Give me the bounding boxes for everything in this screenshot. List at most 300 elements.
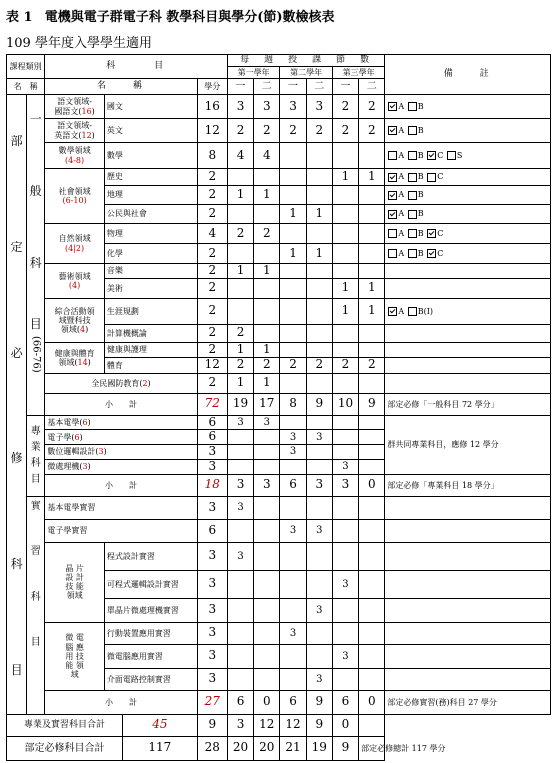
cell: 2 [227,357,253,373]
subject-name: 生涯規劃 [104,298,197,324]
cell: 1 [332,278,358,298]
remark-checkboxes: A B [385,119,551,143]
cell [359,244,385,264]
table-title: 電機與電子群電子科 教學科目與學分(節)數檢核表 [44,10,335,25]
applicable-year: 109 學年度入學學生適用 [6,36,152,51]
cell [227,622,253,644]
domain-chip-design: 晶 片 設 計 技 能 領域 [45,542,105,622]
domain-english: 語文領域- 英語文(12) [45,119,105,143]
subject-credits: 6 [197,430,227,445]
cell [254,496,280,519]
subject-credits: 12 [197,357,227,373]
cell [306,415,332,430]
cell: 3 [254,474,280,496]
professional-remark: 群共同專業科目，應修 12 學分 [385,415,551,474]
cell [254,278,280,298]
remark-empty [385,668,551,690]
cell: 9 [306,393,332,415]
cell [306,224,332,244]
domain-integrated: 綜合活動領 域暨科技 領域(4) [45,298,105,342]
checked-box-icon [427,229,436,238]
cell [359,445,385,460]
cell: 3 [332,570,358,598]
checkbox-icon [408,229,417,238]
header-sem: 一 [332,79,358,95]
subject-credits: 3 [197,644,227,668]
remark-checkboxes: A B [385,186,551,205]
total-credits: 117 [123,736,198,760]
checked-box-icon [388,173,397,182]
document-title [6,6,335,25]
cell [280,342,306,357]
cell [227,278,253,298]
subject-name: 微處理機(3) [45,459,197,474]
remark-checkboxes: A B C [385,244,551,264]
cell: 9 [306,714,332,736]
cell [254,644,280,668]
cell: 4 [227,143,253,169]
cell: 2 [332,95,358,119]
cell: 2 [306,357,332,373]
subject-credits: 2 [197,373,227,393]
cell [227,169,253,186]
cell [332,668,358,690]
remark-empty [385,357,551,373]
remark-empty [385,342,551,357]
subtotal-row [7,474,551,496]
cell [280,644,306,668]
cell: 3 [227,714,253,736]
checkbox-icon [408,249,417,258]
table-row [7,143,551,169]
subtotal-credits: 72 [197,393,227,415]
cell: 1 [332,298,358,324]
subject-name: 地理 [104,186,197,205]
subject-name: 公民與社會 [104,205,197,224]
subject-credits: 2 [197,298,227,324]
header-remark: 備 註 [385,55,551,95]
cell [359,324,385,342]
cell: 10 [332,393,358,415]
cell [280,668,306,690]
subject-credits: 3 [197,570,227,598]
cell [332,496,358,519]
checkbox-icon [408,102,417,111]
subtotal-credits: 18 [197,474,227,496]
remark-checkboxes: A B C S [385,143,551,169]
subtotal-label: 小 計 [45,474,197,496]
cell: 1 [227,186,253,205]
remark-empty [385,496,551,519]
table-row [7,264,551,279]
cell: 4 [254,143,280,169]
side-label-required: 部 定 必 修 科 目 [7,95,27,715]
checkbox-icon [388,229,397,238]
cell: 19 [306,736,332,760]
cell [359,224,385,244]
cell: 3 [332,459,358,474]
cell: 9 [306,690,332,714]
cell: 1 [306,205,332,224]
table-row [7,119,551,143]
cell: 3 [306,598,332,622]
checkbox-icon [408,173,417,182]
subject-name: 體育 [104,357,197,373]
remark-empty [385,570,551,598]
checked-box-icon [388,191,397,200]
cell [254,668,280,690]
cell: 3 [227,415,253,430]
header-sem: 二 [306,79,332,95]
cell: 2 [306,119,332,143]
table-row [7,415,551,430]
cell [306,496,332,519]
cell: 1 [254,373,280,393]
subject-name: 基本電學(6) [45,415,197,430]
header-name: 名 稱 [7,79,45,95]
header-weekly: 每 週 授 課 節 數 [227,55,384,67]
cell [359,264,385,279]
cell: 28 [197,736,227,760]
cell [306,373,332,393]
cell [306,264,332,279]
remark-checkboxes: A B(I) [385,298,551,324]
cell [254,169,280,186]
cell [332,205,358,224]
subject-credits: 12 [197,119,227,143]
cell: 1 [227,342,253,357]
cell [280,264,306,279]
header-year1: 第一學年 [227,67,279,79]
header-year2: 第二學年 [280,67,332,79]
cell: 3 [280,445,306,460]
cell [280,169,306,186]
subject-name: 微電腦應用實習 [104,644,197,668]
cell [306,186,332,205]
cell [359,542,385,570]
cell [280,143,306,169]
side-label-professional: 專 業 科 目 [27,415,45,496]
cell [306,542,332,570]
table-row [7,519,551,542]
cell [359,430,385,445]
checked-box-icon [427,249,436,258]
subject-name: 電子學(6) [45,430,197,445]
subject-name: 數位邏輯設計(3) [45,445,197,460]
cell [332,324,358,342]
subject-credits: 3 [197,496,227,519]
cell [359,644,385,668]
domain-art: 藝術領域 (4) [45,264,105,299]
header-sem: 二 [254,79,280,95]
table-row [7,542,551,570]
cell [359,519,385,542]
subject-name: 美術 [104,278,197,298]
cell [332,430,358,445]
remark-empty [359,714,385,736]
cell [227,430,253,445]
cell: 20 [254,736,280,760]
cell [359,373,385,393]
cell [280,324,306,342]
domain-health: 健康與體育 領域(14) [45,342,105,373]
cell: 2 [332,357,358,373]
subject-name: 單晶片微處理機實習 [104,598,197,622]
cell: 3 [227,95,253,119]
checkbox-icon [408,151,417,160]
table-row [7,224,551,244]
cell: 3 [254,95,280,119]
side-label-practice: 實 習 科 目 [27,496,45,714]
table-row [7,496,551,519]
cell: 2 [359,357,385,373]
total-label: 專業及實習科目合計 [7,714,123,736]
table-row [7,298,551,324]
cell [332,519,358,542]
cell [280,224,306,244]
cell: 3 [227,542,253,570]
cell: 1 [332,169,358,186]
cell [332,445,358,460]
cell: 6 [280,474,306,496]
header-subject: 科 目 [45,55,228,79]
cell: 3 [254,415,280,430]
subject-credits: 2 [197,169,227,186]
checkbox-icon [408,210,417,219]
cell: 12 [254,714,280,736]
subject-name: 國文 [104,95,197,119]
subtotal-label: 小 計 [45,690,197,714]
cell [254,445,280,460]
cell: 3 [306,430,332,445]
subject-credits: 2 [197,264,227,279]
cell: 3 [227,474,253,496]
cell: 20 [227,736,253,760]
cell: 1 [359,169,385,186]
cell [332,373,358,393]
cell [332,415,358,430]
subtotal-row [7,393,551,415]
cell [306,622,332,644]
cell: 0 [359,690,385,714]
cell [227,244,253,264]
header-subname: 名 稱 [45,79,197,95]
remark-empty [385,373,551,393]
cell [280,373,306,393]
cell [359,205,385,224]
checked-box-icon [388,210,397,219]
cell: 6 [280,690,306,714]
checkbox-icon [408,191,417,200]
cell: 0 [254,690,280,714]
cell [306,644,332,668]
subject-name: 健康與護理 [104,342,197,357]
cell [254,459,280,474]
cell: 1 [359,298,385,324]
cell: 2 [254,119,280,143]
remark-checkboxes: A B [385,205,551,224]
cell [359,570,385,598]
domain-nature: 自然領域 (4|2) [45,224,105,264]
cell [359,496,385,519]
cell: 2 [280,357,306,373]
checkbox-icon [408,307,417,316]
remark-checkboxes: A B C [385,169,551,186]
cell: 6 [227,690,253,714]
subtotal-remark: 部定必修「一般科目 72 學分」 [385,393,551,415]
subject-name: 化學 [104,244,197,264]
cell [359,415,385,430]
subtotal-remark: 部定必修實習(務)科目 27 學分 [385,690,551,714]
subject-name: 音樂 [104,264,197,279]
remark-empty [385,324,551,342]
remark-empty [385,278,551,298]
cell: 1 [227,373,253,393]
subject-defense: 全民國防教育(2) [45,373,197,393]
checkbox-icon [427,173,436,182]
cell [359,668,385,690]
cell [332,264,358,279]
header-year3: 第三學年 [332,67,385,79]
total-label: 部定必修科目合計 [7,736,123,760]
cell [227,445,253,460]
cell [280,415,306,430]
cell [332,598,358,622]
cell: 1 [254,264,280,279]
cell [359,598,385,622]
subject-credits: 16 [197,95,227,119]
domain-social: 社會領域 (6-10) [45,169,105,224]
subject-name: 計算機概論 [104,324,197,342]
cell: 3 [332,474,358,496]
subject-name: 行動裝置應用實習 [104,622,197,644]
subtotal-credits: 27 [197,690,227,714]
table-row [7,95,551,119]
cell: 3 [306,668,332,690]
cell: 12 [280,714,306,736]
cell [227,644,253,668]
subject-name: 程式設計實習 [104,542,197,570]
cell: 6 [332,690,358,714]
cell [306,143,332,169]
cell [254,570,280,598]
subject-credits: 3 [197,445,227,460]
cell [332,224,358,244]
cell [306,570,332,598]
header-category: 課程類別 [7,55,45,79]
table-row [7,342,551,357]
cell: 1 [254,342,280,357]
total-remark: 部定必修總計 117 學分 [359,736,385,760]
total-row [7,736,551,760]
cell [254,542,280,570]
remark-empty [385,264,551,279]
cell [254,324,280,342]
cell [332,244,358,264]
cell: 2 [359,119,385,143]
subject-name: 基本電學實習 [45,496,197,519]
cell [254,598,280,622]
subject-name: 物理 [104,224,197,244]
header-sem: 二 [359,79,385,95]
remark-checkboxes: A B C [385,224,551,244]
header-credits: 學分 [197,79,227,95]
cell: 0 [359,474,385,496]
remark-empty [385,519,551,542]
cell [306,459,332,474]
subject-credits: 3 [197,668,227,690]
subject-name: 英文 [104,119,197,143]
subject-name: 數學 [104,143,197,169]
subject-credits: 2 [197,186,227,205]
cell: 2 [227,224,253,244]
cell [306,278,332,298]
cell [227,519,253,542]
cell: 3 [306,519,332,542]
subject-credits: 3 [197,542,227,570]
cell [227,459,253,474]
cell: 2 [254,357,280,373]
cell [332,186,358,205]
cell [280,542,306,570]
cell: 1 [280,244,306,264]
total-credits: 45 [123,714,198,736]
cell: 8 [280,393,306,415]
domain-microcomputer: 微 電 腦 應 用 技 能 領 域 [45,622,105,690]
cell [306,298,332,324]
cell: 19 [227,393,253,415]
cell: 9 [359,393,385,415]
cell [280,598,306,622]
cell: 1 [227,264,253,279]
table-row [7,169,551,186]
subject-credits: 3 [197,459,227,474]
cell [280,278,306,298]
subject-name: 可程式邏輯設計實習 [104,570,197,598]
cell [254,298,280,324]
cell [254,430,280,445]
subject-name: 介面電路控制實習 [104,668,197,690]
remark-empty [385,644,551,668]
cell [359,622,385,644]
curriculum-table [6,54,551,761]
cell: 3 [227,496,253,519]
subject-credits: 4 [197,224,227,244]
subject-credits: 8 [197,143,227,169]
cell: 3 [280,430,306,445]
remark-empty [385,542,551,570]
cell [280,570,306,598]
cell: 3 [280,622,306,644]
cell: 2 [280,119,306,143]
cell: 21 [280,736,306,760]
table-row [7,373,551,393]
header-sem: 一 [280,79,306,95]
checked-box-icon [388,126,397,135]
cell: 9 [332,736,358,760]
subject-credits: 2 [197,278,227,298]
cell [280,496,306,519]
cell: 1 [254,186,280,205]
subject-credits: 6 [197,519,227,542]
subject-name: 電子學實習 [45,519,197,542]
remark-empty [385,598,551,622]
checkbox-icon [447,151,456,160]
cell [332,342,358,357]
checked-box-icon [388,307,397,316]
cell: 2 [227,119,253,143]
checkbox-icon [388,249,397,258]
